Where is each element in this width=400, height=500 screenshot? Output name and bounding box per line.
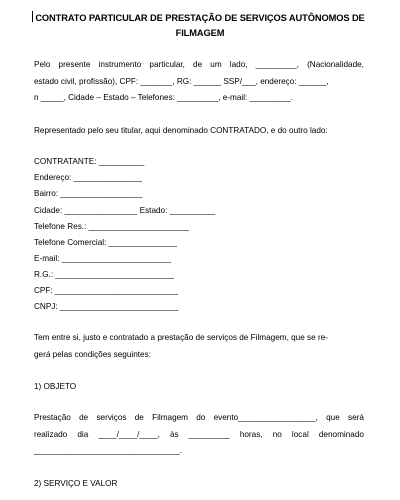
field-rg: R.G.: __________________________ xyxy=(34,270,174,279)
field-telefone-comercial: Telefone Comercial: _______________ xyxy=(34,238,177,247)
contract-title xyxy=(34,11,366,41)
field-telefone-res: Telefone Res.: ______________________ xyxy=(34,222,189,231)
object-word: Filmagem xyxy=(152,413,189,422)
intro-word: de xyxy=(193,60,203,69)
object-word: evento_________________, xyxy=(213,413,318,422)
agreement-line-2: gerá pelas condições seguintes: xyxy=(34,349,151,359)
object-line-3: ________________________________. xyxy=(34,446,182,455)
object-word: dia xyxy=(77,429,89,439)
represented-line: Representado pelo seu titular, aqui denominado CONTRATADO, e do outro lado: xyxy=(34,126,328,135)
agreement-paragraph xyxy=(34,330,364,363)
object-word: denominado xyxy=(318,429,364,439)
intro-line-2: estado civil, profissão), CPF: _______, RG: ______ SSP/___, endereço: ______, xyxy=(34,76,329,86)
intro-word: instrumento xyxy=(98,60,142,69)
text-cursor xyxy=(32,11,33,22)
section-heading-objeto: 1) OBJETO xyxy=(34,382,77,391)
intro-word: lado, xyxy=(229,60,248,69)
intro-word: presente xyxy=(58,60,91,69)
intro-paragraph xyxy=(34,57,364,107)
object-word: _________ xyxy=(188,429,230,439)
object-word: às xyxy=(169,429,179,439)
object-word: serviços xyxy=(96,413,127,422)
represented-paragraph xyxy=(34,123,364,140)
field-cpf: CPF: ___________________________ xyxy=(34,286,178,295)
contract-title-line-1: CONTRATO PARTICULAR DE PRESTAÇÃO DE SERVIÇOS AUTÔNOMOS DE xyxy=(35,13,365,23)
object-word: será xyxy=(348,413,364,422)
intro-word: um xyxy=(210,60,222,69)
object-word: horas, xyxy=(239,429,263,439)
object-word: local xyxy=(291,429,309,439)
field-bairro: Bairro: __________________ xyxy=(34,189,143,198)
field-endereco: Endereço: _______________ xyxy=(34,173,142,182)
object-word: de xyxy=(134,413,144,422)
object-word: realizado xyxy=(34,429,68,439)
intro-word: particular, xyxy=(149,60,185,69)
field-cnpj: CNPJ: __________________________ xyxy=(34,302,179,311)
object-line-1 xyxy=(34,410,364,427)
object-paragraph xyxy=(34,410,364,460)
intro-line-3: n _____, Cidade – Estado – Telefones: _________, e-mail: _________. xyxy=(34,93,293,102)
field-cidade-estado: Cidade: ________________ Estado: __________ xyxy=(34,206,216,215)
object-word: Prestação xyxy=(34,413,71,422)
field-email: E-mail: ________________________ xyxy=(34,254,172,263)
object-word: do xyxy=(196,413,206,422)
field-contratante: CONTRATANTE: __________ xyxy=(34,157,145,166)
object-line-2 xyxy=(34,427,364,444)
object-word: ____/____/____, xyxy=(98,429,160,439)
object-word: que xyxy=(326,413,340,422)
section-heading-servico-valor: 2) SERVIÇO E VALOR xyxy=(34,479,118,488)
intro-word: Pelo xyxy=(34,60,51,69)
intro-line-1 xyxy=(34,57,364,74)
intro-word: (Nacionalidade, xyxy=(307,60,364,69)
intro-word: _________, xyxy=(255,60,299,69)
agreement-line-1: Tem entre si, justo e contratado a prestação de serviços de Filmagem, que se re- xyxy=(34,333,328,342)
contract-title-line-2: FILMAGEM xyxy=(175,28,225,38)
object-word: de xyxy=(79,413,89,422)
object-word: no xyxy=(272,429,282,439)
